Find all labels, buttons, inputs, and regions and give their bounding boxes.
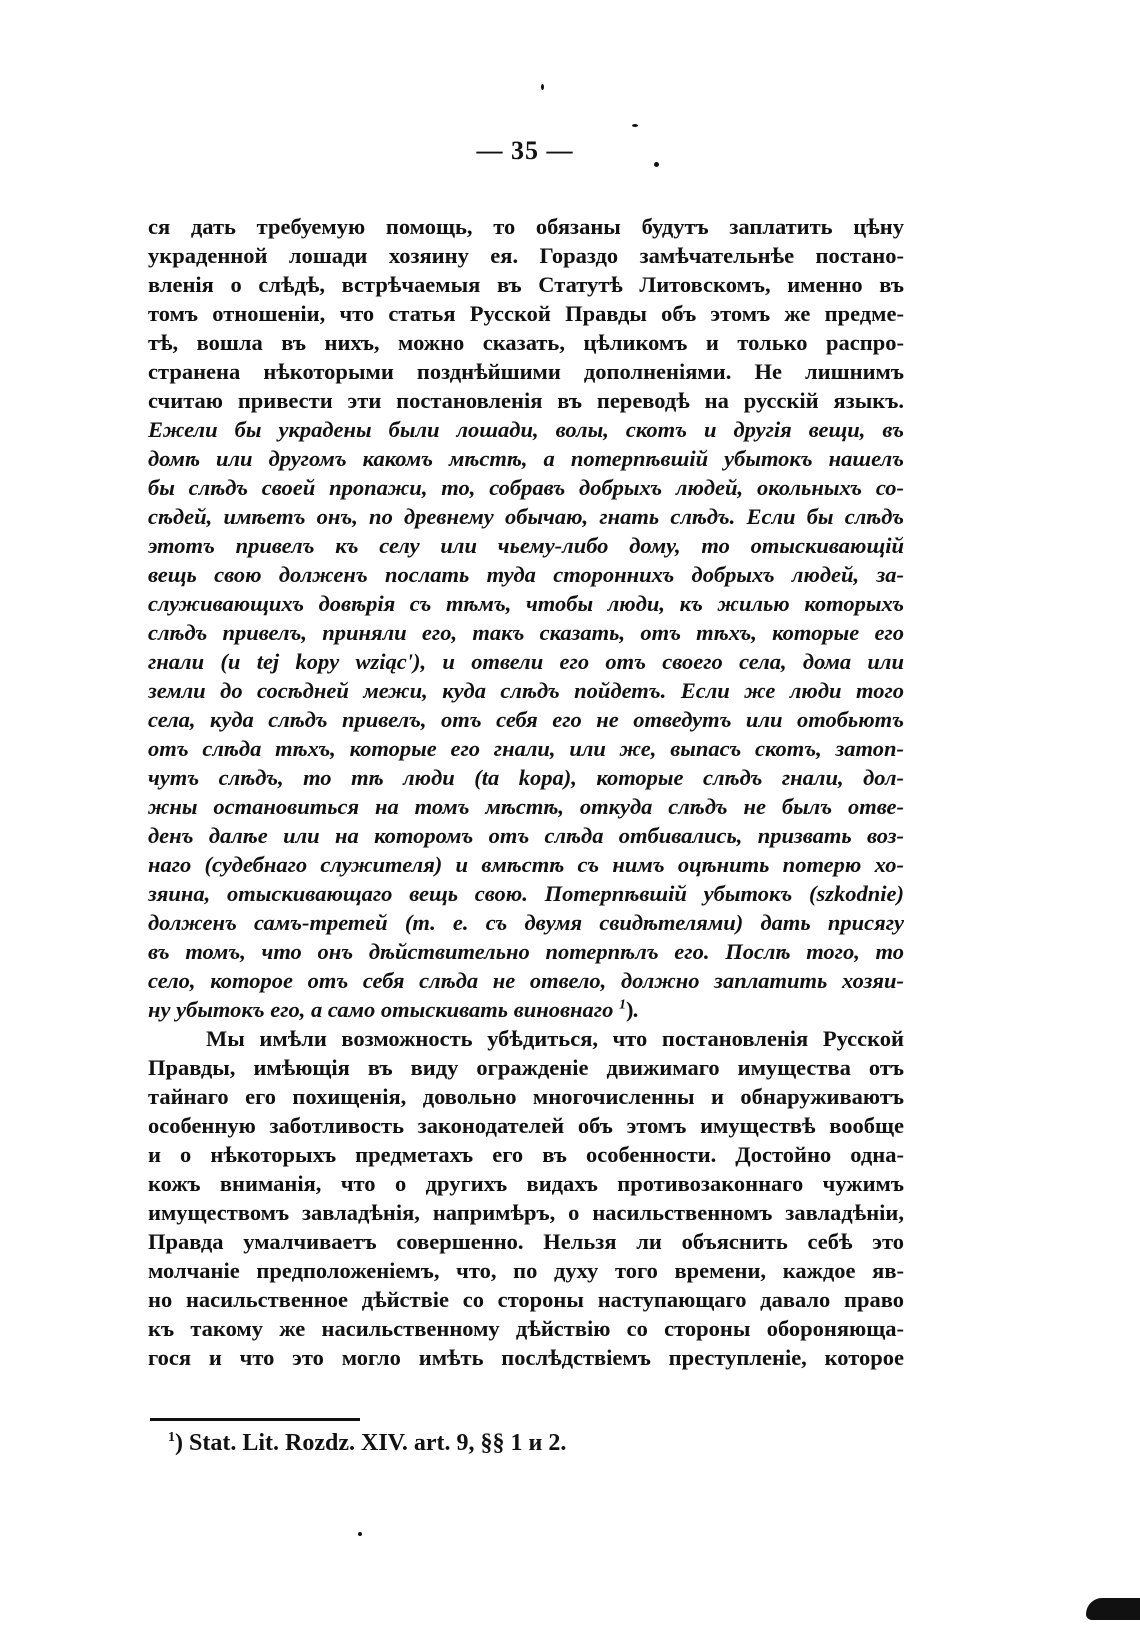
text-line: томъ отношеніи, что статья Русской Правды объ этомъ же предме- — [148, 301, 904, 326]
text-line: Правды, имѣющія въ виду огражденіе движимаго имущества отъ — [148, 1055, 904, 1080]
text-line: въ томъ, что онъ дѣйствительно потерпѣлъ его. Послѣ того, то — [148, 939, 904, 964]
text-line: украденной лошади хозяину ея. Гораздо замѣчательнѣе постано- — [148, 243, 904, 268]
scan-edge-mark — [1086, 1598, 1140, 1620]
footnote-ref: 1 — [618, 997, 626, 1013]
text-line: ся дать требуемую помощь, то обязаны будутъ заплатить цѣну — [148, 214, 904, 239]
footnote-ref-close: ) — [625, 997, 634, 1022]
text-line: чутъ слѣдъ, то тѣ люди (ta kopa), которые слѣдъ гнали, дол- — [148, 765, 904, 790]
text-line: села, куда слѣдъ привелъ, отъ себя его не отведутъ или отобьютъ — [148, 707, 904, 732]
footnote — [168, 1430, 566, 1457]
text-line-with-footnote-ref: ну убытокъ его, а само отыскивать виновнаго $^1$). — [148, 997, 640, 1022]
footnote-divider — [150, 1418, 360, 1421]
text-line: гнали (u tej kopy wziąc'), и отвели его отъ своего села, дома или — [148, 649, 904, 674]
text-line: этотъ привелъ къ селу или чьему-либо дому, то отыскивающій — [148, 533, 904, 558]
footnote-text: Stat. Lit. Rozdz. XIV. art. 9, §§ 1 и 2. — [189, 1430, 567, 1456]
page-number: — 35 — — [476, 136, 574, 165]
text-line: считаю привести эти постановленія въ переводѣ на русскій языкъ. — [148, 388, 904, 413]
text-line: вещь свою долженъ послать туда стороннихъ добрыхъ людей, за- — [148, 562, 904, 587]
scan-speck — [358, 1532, 362, 1536]
text-line: но насильственное дѣйствіе со стороны наступающаго давало право — [148, 1287, 904, 1312]
footnote-marker-close: ) — [175, 1430, 183, 1456]
text-line: земли до сосѣдней межи, куда слѣдъ пойдетъ. Если же люди того — [148, 678, 904, 703]
text-line: странена нѣкоторыми позднѣйшими дополненіями. Не лишнимъ — [148, 359, 904, 384]
text-line: особенную заботливость законодателей объ этомъ имуществѣ вообще — [148, 1113, 904, 1138]
text-line: денъ далѣе или на которомъ отъ слѣда отбивались, призвать воз- — [148, 823, 904, 848]
text-line: тѣ, вошла въ нихъ, можно сказать, цѣликомъ и только распро- — [148, 330, 904, 355]
scan-speck — [541, 84, 544, 90]
text-line-content: ну убытокъ его, а само отыскивать виновнаго — [148, 997, 614, 1022]
text-line: тайнаго его похищенія, довольно многочисленны и обнаруживаютъ — [148, 1084, 904, 1109]
main-text — [148, 212, 904, 1372]
text-line: Ежели бы украдены были лошади, волы, скотъ и другія вещи, въ — [148, 417, 904, 442]
text-line: и о нѣкоторыхъ предметахъ его въ особенности. Достойно одна- — [148, 1142, 904, 1167]
text-line: Правда умалчиваетъ совершенно. Нельзя ли объяснить себѣ это — [148, 1229, 904, 1254]
text-line: слѣдъ привелъ, приняли его, такъ сказать, отъ тѣхъ, которые его — [148, 620, 904, 645]
scan-speck — [632, 124, 638, 127]
text-line: къ такому же насильственному дѣйствію со стороны обороняюща- — [148, 1316, 904, 1341]
text-line: зяина, отыскивающаго вещь свою. Потерпѣвшій убытокъ (szkodnie) — [148, 881, 904, 906]
text-line: долженъ самъ-третей (т. е. съ двумя свидѣтелями) дать присягу — [148, 910, 904, 935]
text-line: имуществомъ завладѣнія, напримѣръ, о насильственномъ завладѣніи, — [148, 1200, 904, 1225]
paragraph-start-line: Мы имѣли возможность убѣдиться, что постановленія Русской — [206, 1026, 904, 1051]
scan-speck — [654, 162, 659, 167]
text-line: вленія о слѣдѣ, встрѣчаемыя въ Статутѣ Литовскомъ, именно въ — [148, 272, 904, 297]
text-line: отъ слѣда тѣхъ, которые его гнали, или же, выпасъ скотъ, затоп- — [148, 736, 904, 761]
text-line: домѣ или другомъ какомъ мѣстѣ, а потерпѣвшій убытокъ нашелъ — [148, 446, 904, 471]
text-line: жны остановиться на томъ мѣстѣ, откуда слѣдъ не былъ отве- — [148, 794, 904, 819]
text-line: бы слѣдъ своей пропажи, то, собравъ добрыхъ людей, окольныхъ со- — [148, 475, 904, 500]
text-line: молчаніе предположеніемъ, что, по духу того времени, каждое яв- — [148, 1258, 904, 1283]
text-line: гося и что это могло имѣть послѣдствіемъ преступленіе, которое — [148, 1345, 904, 1370]
text-line: наго (судебнаго служителя) и вмѣстѣ съ нимъ оцѣнить потерю хо- — [148, 852, 904, 877]
footnote-marker: 1 — [168, 1430, 175, 1445]
text-line: кожъ вниманія, что о другихъ видахъ противозаконнаго чужимъ — [148, 1171, 904, 1196]
text-line: сѣдей, имѣетъ онъ, по древнему обычаю, гнать слѣдъ. Если бы слѣдъ — [148, 504, 904, 529]
text-line: служивающихъ довѣрія съ тѣмъ, чтобы люди, къ жилью которыхъ — [148, 591, 904, 616]
text-line: село, которое отъ себя слѣда не отвело, должно заплатить хозяи- — [148, 968, 904, 993]
